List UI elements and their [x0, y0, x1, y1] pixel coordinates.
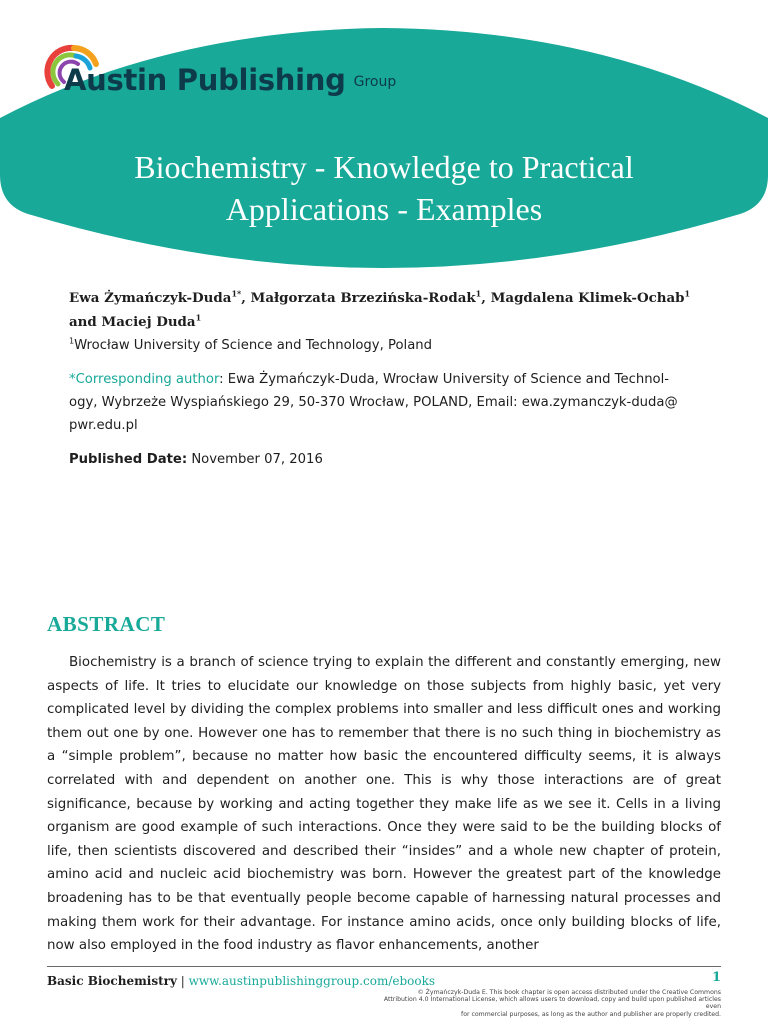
author-name: and Maciej Duda [69, 314, 196, 330]
abstract-heading: ABSTRACT [47, 612, 166, 636]
license-line: for commercial purposes, as long as the author and publisher are properly credited. [461, 1010, 721, 1018]
author-name: Ewa Żymańczyk-Duda [69, 290, 232, 306]
chapter-title-line-1: Biochemistry - Knowledge to Practical [134, 149, 634, 185]
corresponding-line-2: ogy, Wybrzeże Wyspiańskiego 29, 50-370 Wrocław, POLAND, Email: ewa.zymanczyk-duda@ [69, 395, 678, 410]
author-list [69, 286, 721, 334]
front-matter [69, 286, 721, 471]
corresponding-line-1 [69, 368, 721, 391]
license-notice [380, 989, 721, 1018]
logo-brand-name: Austin Publishing [64, 63, 346, 97]
footer-journal: Basic Biochemistry [47, 974, 177, 988]
abstract-text: Biochemistry is a branch of science trying to explain the different and constantly emerging, new aspects of life. It tries to elucidate our knowledge on those subjects from highly basic, yet very complicated level by dividing the complex problems into smaller and less difficult ones and working them out one by one. However one has to remember that there is no such thing in biochemistry as a “simple problem”, because no matter how basic the encountered difficulty seems, it is always correlated with and dependent on another one. This is why those interactions are of great significance, because by working and acting together they make life as we see it. Cells in a living organism are good example of such interactions. Once they were said to be the building blocks of life, then scientists discovered and described their “insides” and a whole new chapter of protein, amino acid and nucleic acid biochemistry was born. However the greatest part of the knowledge broadening has to be that eventually people become capable of harnessing natural processes and making them work for their advantage. For instance amino acids, once only building blocks of life, now also employed in the food industry as flavor enhancements, another [47, 655, 721, 954]
author-affiliation-mark: 1* [231, 288, 242, 299]
footer-divider [47, 966, 721, 967]
chapter-title-line-2: Applications - Examples [225, 191, 543, 227]
published-date-label: Published Date: [69, 452, 188, 467]
corresponding-author-text: : Ewa Żymańczyk-Duda, Wrocław University of Science and Technol- [219, 372, 670, 387]
page-number: 1 [711, 970, 721, 985]
author-affiliation-mark: 1 [475, 288, 482, 299]
published-date [69, 448, 721, 471]
author-line-2 [69, 310, 721, 334]
author-name: , Magdalena Klimek-Ochab [481, 290, 685, 306]
chapter-title [0, 146, 768, 230]
license-line: © Żymańczyk-Duda E. This book chapter is open access distributed under the Creative Commons [417, 989, 721, 996]
footer-citation [47, 974, 435, 988]
affiliation [69, 334, 721, 357]
footer-separator: | [176, 974, 189, 988]
corresponding-author [69, 368, 721, 437]
publisher-logo[interactable] [44, 40, 396, 100]
author-affiliation-mark: 1 [195, 312, 202, 323]
logo-group-label: Group [353, 74, 397, 90]
affiliation-mark: 1 [69, 336, 75, 346]
author-line-1 [69, 286, 721, 310]
affiliation-text: Wrocław University of Science and Technology, Poland [74, 338, 433, 353]
author-affiliation-mark: 1 [684, 288, 691, 299]
published-date-value: November 07, 2016 [187, 452, 323, 467]
corresponding-line-3[interactable]: pwr.edu.pl [69, 418, 138, 433]
author-name: , Małgorzata Brzezińska-Rodak [241, 290, 476, 306]
license-line: Attribution 4.0 International License, which allows users to download, copy and build upon published articles even [383, 996, 721, 1011]
corresponding-author-label: *Corresponding author [69, 372, 220, 387]
footer-url-link[interactable]: www.austinpublishinggroup.com/ebooks [188, 974, 436, 988]
